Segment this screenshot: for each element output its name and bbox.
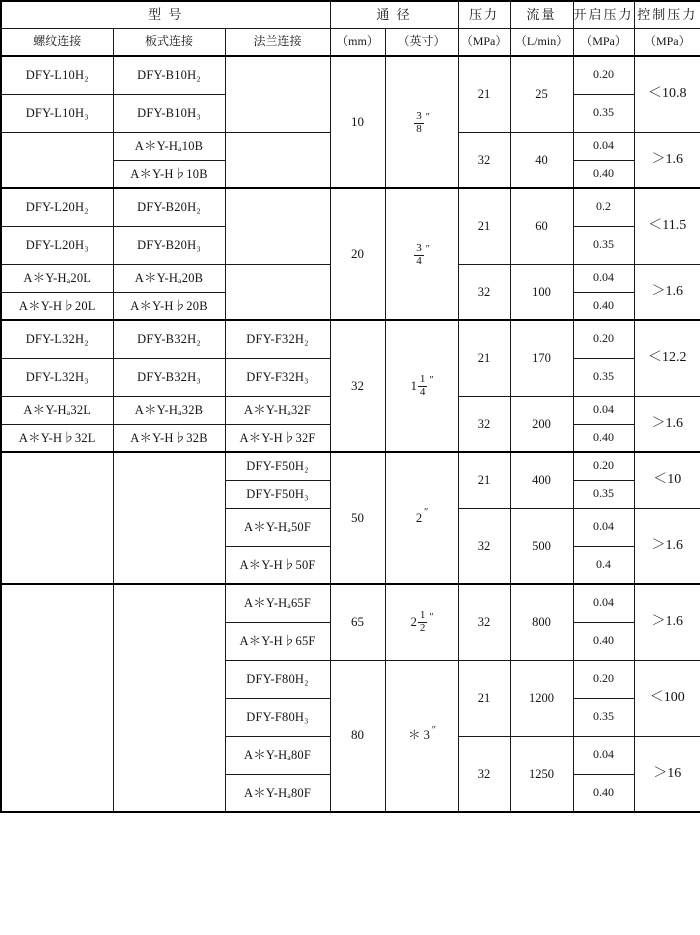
cell-flow: 60 <box>510 188 573 264</box>
cell-open-pressure: 0.20 <box>573 660 634 698</box>
cell-thread: A＊Y-H♭32L <box>1 424 113 452</box>
inch-mark: ″ <box>429 375 434 387</box>
cell-flange: A＊Y-Hₐ80F <box>225 736 330 774</box>
cell-control-pressure: ＜11.5 <box>634 188 700 264</box>
cell-diameter-inch <box>385 56 458 188</box>
cell-plate <box>113 584 225 812</box>
header-flow: 流量 <box>510 1 573 29</box>
cell-control-pressure: ＞16 <box>634 736 700 812</box>
cell-open-pressure: 0.40 <box>573 424 634 452</box>
cell-open-pressure: 0.20 <box>573 452 634 480</box>
cell-pressure: 21 <box>458 320 510 396</box>
cell-pressure: 32 <box>458 508 510 584</box>
cell-plate: DFY-B10H₂ <box>113 56 225 94</box>
cell-plate: A＊Y-Hₐ10B <box>113 132 225 160</box>
cell-pressure: 21 <box>458 660 510 736</box>
inch-denominator: 2 <box>419 621 426 634</box>
inch-numerator: 3 <box>416 109 422 122</box>
cell-control-pressure: ＞1.6 <box>634 396 700 452</box>
cell-thread: A＊Y-H♭20L <box>1 292 113 320</box>
cell-flange: A＊Y-Hₐ80F <box>225 774 330 812</box>
cell-pressure: 21 <box>458 188 510 264</box>
cell-open-pressure: 0.2 <box>573 188 634 226</box>
inch-mark: ″ <box>429 611 434 623</box>
cell-open-pressure: 0.04 <box>573 736 634 774</box>
cell-flange <box>225 188 330 264</box>
cell-flow: 500 <box>510 508 573 584</box>
cell-open-pressure: 0.35 <box>573 698 634 736</box>
cell-flow: 100 <box>510 264 573 320</box>
cell-flow: 25 <box>510 56 573 132</box>
table-row <box>1 584 700 622</box>
cell-plate: A＊Y-Hₐ20B <box>113 264 225 292</box>
cell-flange: DFY-F80H₃ <box>225 698 330 736</box>
inch-whole: ＊ 3 <box>407 728 430 743</box>
header-control-pressure: 控制压力 <box>634 1 700 29</box>
cell-open-pressure: 0.40 <box>573 160 634 188</box>
cell-thread: A＊Y-Hₐ32L <box>1 396 113 424</box>
cell-diameter-inch <box>385 660 458 812</box>
cell-open-pressure: 0.35 <box>573 358 634 396</box>
table-body <box>1 56 700 812</box>
table-header <box>1 1 700 56</box>
header-row-sub <box>1 29 700 57</box>
cell-open-pressure: 0.35 <box>573 480 634 508</box>
cell-flange <box>225 56 330 132</box>
cell-flange: A＊Y-Hₐ65F <box>225 584 330 622</box>
inch-whole: 2 <box>410 615 417 630</box>
inch-numerator: 1 <box>419 609 426 622</box>
inch-mark: ″ <box>431 724 437 736</box>
cell-flow: 400 <box>510 452 573 508</box>
header-group-model: 型 号 <box>1 1 330 29</box>
cell-thread <box>1 452 113 584</box>
inch-denominator: 8 <box>416 122 422 135</box>
inch-numerator: 1 <box>419 372 426 385</box>
cell-pressure: 32 <box>458 736 510 812</box>
header-group-diameter: 通 径 <box>330 1 458 29</box>
cell-diameter-inch <box>385 320 458 452</box>
header-pressure-unit: （MPa） <box>458 29 510 57</box>
cell-plate: DFY-B32H₂ <box>113 320 225 358</box>
cell-flange: A＊Y-H♭50F <box>225 546 330 584</box>
cell-thread: DFY-L20H₃ <box>1 226 113 264</box>
header-open-pressure-unit: （MPa） <box>573 29 634 57</box>
cell-open-pressure: 0.04 <box>573 396 634 424</box>
cell-pressure: 32 <box>458 584 510 660</box>
cell-control-pressure: ＞1.6 <box>634 584 700 660</box>
cell-plate: DFY-B20H₃ <box>113 226 225 264</box>
cell-diameter-inch <box>385 452 458 584</box>
cell-thread: A＊Y-Hₐ20L <box>1 264 113 292</box>
table-row <box>1 56 700 94</box>
cell-flange: A＊Y-Hₐ50F <box>225 508 330 546</box>
cell-plate: DFY-B32H₃ <box>113 358 225 396</box>
cell-flange: A＊Y-H♭65F <box>225 622 330 660</box>
header-flange-connection: 法兰连接 <box>225 29 330 57</box>
cell-flange: DFY-F50H₂ <box>225 452 330 480</box>
table-row <box>1 188 700 226</box>
cell-control-pressure: ＞1.6 <box>634 132 700 188</box>
header-control-pressure-unit: （MPa） <box>634 29 700 57</box>
inch-mark: ″ <box>424 507 429 519</box>
cell-thread: DFY-L10H₂ <box>1 56 113 94</box>
header-flow-unit: （L/min） <box>510 29 573 57</box>
inch-denominator: 4 <box>416 254 422 267</box>
cell-diameter-mm: 50 <box>330 452 385 584</box>
cell-flange: A＊Y-Hₐ32F <box>225 396 330 424</box>
cell-thread: DFY-L20H₂ <box>1 188 113 226</box>
cell-diameter-mm: 65 <box>330 584 385 660</box>
table-row <box>1 320 700 358</box>
cell-open-pressure: 0.04 <box>573 584 634 622</box>
cell-open-pressure: 0.04 <box>573 132 634 160</box>
cell-thread: DFY-L32H₂ <box>1 320 113 358</box>
cell-open-pressure: 0.35 <box>573 226 634 264</box>
cell-flange: DFY-F32H₂ <box>225 320 330 358</box>
cell-control-pressure: ＜10 <box>634 452 700 508</box>
header-diameter-inch: （英寸） <box>385 29 458 57</box>
cell-open-pressure: 0.40 <box>573 292 634 320</box>
cell-plate: DFY-B10H₃ <box>113 94 225 132</box>
cell-flange: DFY-F80H₂ <box>225 660 330 698</box>
cell-plate: A＊Y-H♭10B <box>113 160 225 188</box>
cell-flange: DFY-F50H₃ <box>225 480 330 508</box>
cell-control-pressure: ＞1.6 <box>634 264 700 320</box>
cell-diameter-mm: 80 <box>330 660 385 812</box>
cell-thread <box>1 132 113 188</box>
cell-pressure: 21 <box>458 452 510 508</box>
header-thread-connection: 螺纹连接 <box>1 29 113 57</box>
cell-plate: A＊Y-H♭20B <box>113 292 225 320</box>
cell-open-pressure: 0.20 <box>573 320 634 358</box>
cell-flow: 200 <box>510 396 573 452</box>
cell-open-pressure: 0.04 <box>573 508 634 546</box>
header-pressure: 压力 <box>458 1 510 29</box>
cell-pressure: 32 <box>458 396 510 452</box>
cell-open-pressure: 0.35 <box>573 94 634 132</box>
cell-plate: A＊Y-Hₐ32B <box>113 396 225 424</box>
cell-open-pressure: 0.40 <box>573 622 634 660</box>
cell-diameter-mm: 32 <box>330 320 385 452</box>
cell-open-pressure: 0.04 <box>573 264 634 292</box>
cell-flange: A＊Y-H♭32F <box>225 424 330 452</box>
header-open-pressure: 开启压力 <box>573 1 634 29</box>
inch-mark: ″ <box>425 244 430 256</box>
cell-pressure: 32 <box>458 132 510 188</box>
inch-whole: 1 <box>410 378 417 393</box>
cell-open-pressure: 0.20 <box>573 56 634 94</box>
cell-flow: 170 <box>510 320 573 396</box>
header-plate-connection: 板式连接 <box>113 29 225 57</box>
cell-flow: 1200 <box>510 660 573 736</box>
cell-control-pressure: ＜12.2 <box>634 320 700 396</box>
inch-numerator: 3 <box>416 241 422 254</box>
cell-diameter-inch <box>385 188 458 320</box>
cell-flow: 800 <box>510 584 573 660</box>
cell-diameter-mm: 20 <box>330 188 385 320</box>
cell-plate: A＊Y-H♭32B <box>113 424 225 452</box>
cell-flange <box>225 264 330 320</box>
header-diameter-mm: （mm） <box>330 29 385 57</box>
cell-open-pressure: 0.4 <box>573 546 634 584</box>
cell-flow: 40 <box>510 132 573 188</box>
inch-mark: ″ <box>425 112 430 124</box>
cell-control-pressure: ＜10.8 <box>634 56 700 132</box>
cell-open-pressure: 0.40 <box>573 774 634 812</box>
cell-thread <box>1 584 113 812</box>
inch-whole: 2 <box>415 510 423 525</box>
cell-plate: DFY-B20H₂ <box>113 188 225 226</box>
cell-diameter-inch <box>385 584 458 660</box>
table-row <box>1 452 700 480</box>
cell-plate <box>113 452 225 584</box>
inch-denominator: 4 <box>419 385 426 398</box>
cell-thread: DFY-L10H₃ <box>1 94 113 132</box>
cell-control-pressure: ＞1.6 <box>634 508 700 584</box>
cell-pressure: 21 <box>458 56 510 132</box>
cell-control-pressure: ＜100 <box>634 660 700 736</box>
header-row-top <box>1 1 700 29</box>
cell-diameter-mm: 10 <box>330 56 385 188</box>
cell-flange <box>225 132 330 188</box>
cell-thread: DFY-L32H₃ <box>1 358 113 396</box>
cell-pressure: 32 <box>458 264 510 320</box>
cell-flow: 1250 <box>510 736 573 812</box>
cell-flange: DFY-F32H₃ <box>225 358 330 396</box>
